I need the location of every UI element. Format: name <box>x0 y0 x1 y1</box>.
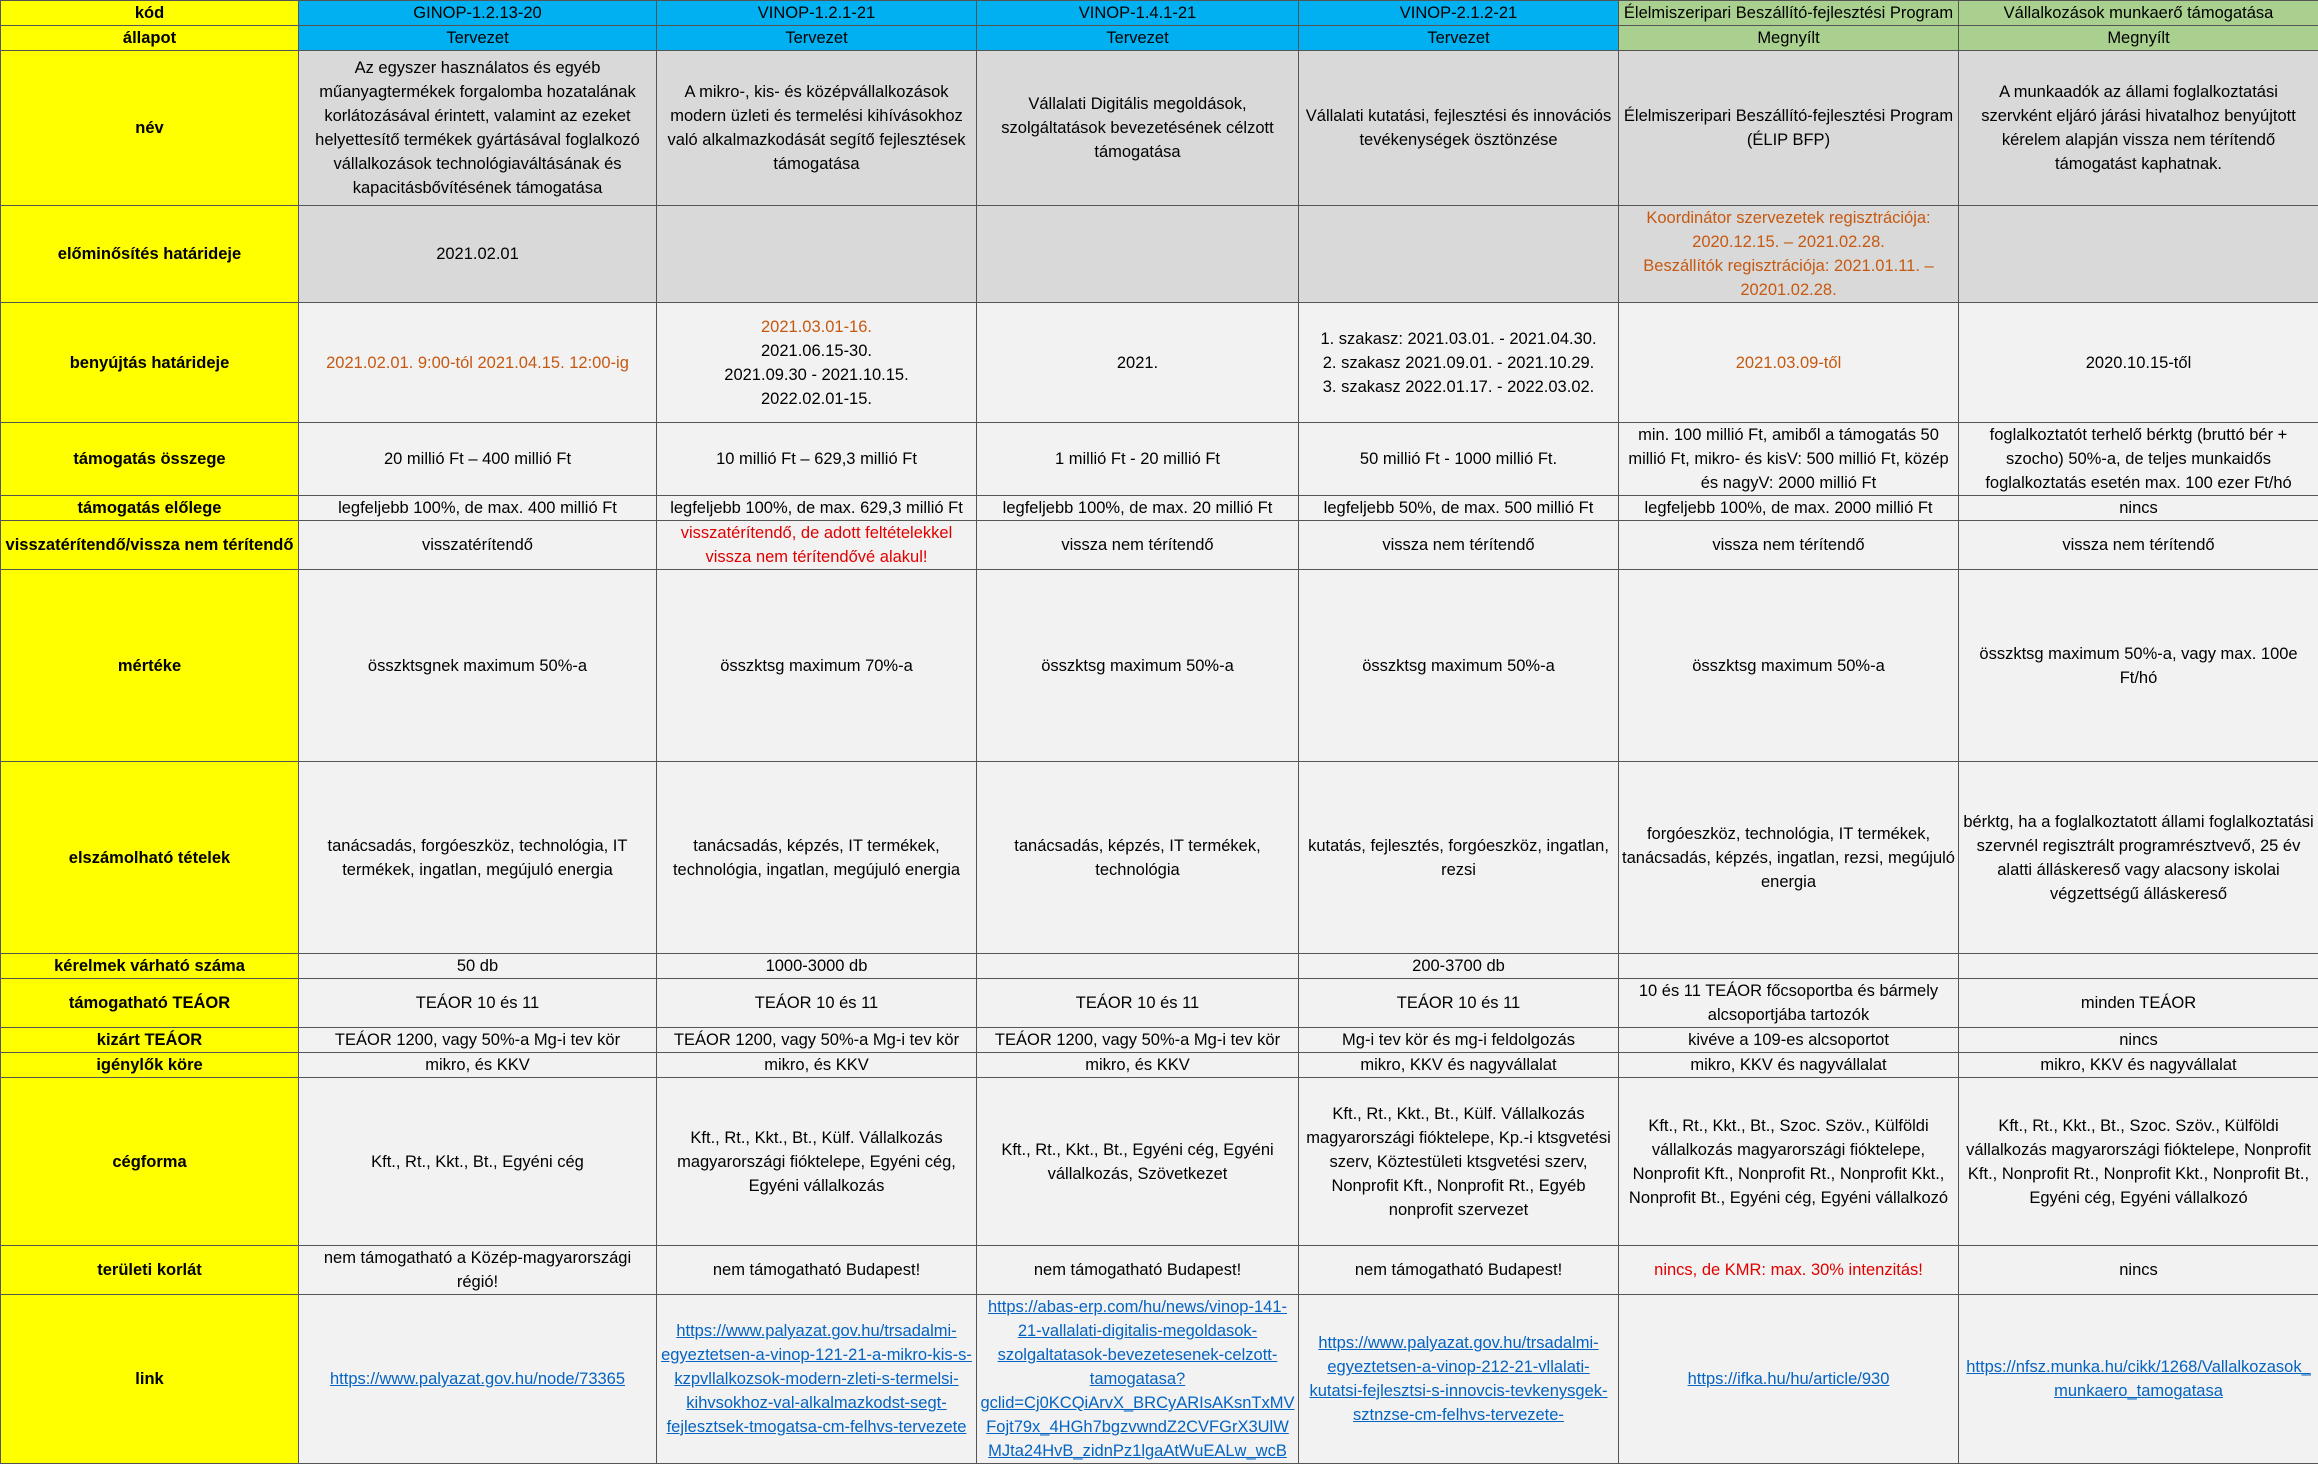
status-cell: Megnyílt <box>1959 26 2318 51</box>
submission-cell <box>657 303 977 423</box>
applications-cell: 50 db <box>299 954 657 979</box>
label-cegforma: cégforma <box>1 1078 299 1246</box>
refund-cell: vissza nem térítendő <box>977 521 1299 570</box>
name-cell: Az egyszer használatos és egyéb műanyagtermékek forgalomba hozatalának korlátozásával érintett, valamint az ezeket helyettesítő termékek gyártásával foglalkozó vállalkozások technológiaváltásának és kapacitásbővítésének támogatása <box>299 51 657 206</box>
refund-cell: visszatérítendő, de adott feltételekkel vissza nem térítendővé alakul! <box>657 521 977 570</box>
label-benyujtas: benyújtás határideje <box>1 303 299 423</box>
applicants-cell: mikro, és KKV <box>299 1053 657 1078</box>
status-cell: Tervezet <box>299 26 657 51</box>
status-cell: Megnyílt <box>1619 26 1959 51</box>
amount-cell: 1 millió Ft - 20 millió Ft <box>977 423 1299 496</box>
prequal-cell <box>657 206 977 303</box>
applicants-cell: mikro, és KKV <box>977 1053 1299 1078</box>
applications-cell <box>1959 954 2318 979</box>
link-cell <box>1959 1295 2318 1464</box>
amount-cell: 20 millió Ft – 400 millió Ft <box>299 423 657 496</box>
region-limit-cell: nem támogatható Budapest! <box>657 1246 977 1295</box>
advance-cell: nincs <box>1959 496 2318 521</box>
submission-cell: 2020.10.15-től <box>1959 303 2318 423</box>
row-vissza <box>1 521 2318 570</box>
status-cell: Tervezet <box>657 26 977 51</box>
region-limit-cell: nincs, de KMR: max. 30% intenzitás! <box>1619 1246 1959 1295</box>
label-elszamolhato: elszámolható tételek <box>1 762 299 954</box>
link-cell <box>657 1295 977 1464</box>
kod-cell: VINOP-2.1.2-21 <box>1299 1 1619 26</box>
teaor-cell: TEÁOR 10 és 11 <box>977 979 1299 1028</box>
applicants-cell: mikro, KKV és nagyvállalat <box>1619 1053 1959 1078</box>
link-vinop-1-2-1[interactable]: https://www.palyazat.gov.hu/trsadalmi-egyeztetsen-a-vinop-121-21-a-mikro-kis-s-kzpvllalkozsok-modern-zleti-s-termelsi-kihvsokhoz-val-alkalmazkodst-segt-fejlesztsek-tmogatsa-cm-felhvs-tervezete <box>661 1322 972 1436</box>
row-benyujtas <box>1 303 2318 423</box>
excluded-teaor-cell: kivéve a 109-es alcsoportot <box>1619 1028 1959 1053</box>
row-cegforma <box>1 1078 2318 1246</box>
name-cell: A mikro-, kis- és középvállalkozások modern üzleti és termelési kihívásokhoz való alkalmazkodását segítő fejlesztések támogatása <box>657 51 977 206</box>
amount-cell: 10 millió Ft – 629,3 millió Ft <box>657 423 977 496</box>
eligible-costs-cell: bérktg, ha a foglalkoztatott állami foglalkoztatási szervnél regisztrált programrésztvevő, 25 év alatti álláskereső vagy alacsony iskolai végzettségű álláskereső <box>1959 762 2318 954</box>
kod-cell: GINOP-1.2.13-20 <box>299 1 657 26</box>
link-cell <box>977 1295 1299 1464</box>
applications-cell <box>977 954 1299 979</box>
refund-cell: vissza nem térítendő <box>1959 521 2318 570</box>
kod-cell: VINOP-1.4.1-21 <box>977 1 1299 26</box>
label-osszeg: támogatás összege <box>1 423 299 496</box>
applicants-cell: mikro, és KKV <box>657 1053 977 1078</box>
excluded-teaor-cell: TEÁOR 1200, vagy 50%-a Mg-i tev kör <box>977 1028 1299 1053</box>
eligible-costs-cell: tanácsadás, képzés, IT termékek, technológia <box>977 762 1299 954</box>
row-igenylok <box>1 1053 2318 1078</box>
amount-cell: foglalkoztatót terhelő bérktg (bruttó bér + szocho) 50%-a, de teljes munkaidős foglalkoztatás esetén max. 100 ezer Ft/hó <box>1959 423 2318 496</box>
rate-cell: összktsg maximum 50%-a <box>1619 570 1959 762</box>
applicants-cell: mikro, KKV és nagyvállalat <box>1959 1053 2318 1078</box>
submission-cell: 2021.03.09-től <box>1619 303 1959 423</box>
kod-cell: Vállalkozások munkaerő támogatása <box>1959 1 2318 26</box>
excluded-teaor-cell: nincs <box>1959 1028 2318 1053</box>
eligible-costs-cell: forgóeszköz, technológia, IT termékek, tanácsadás, képzés, ingatlan, rezsi, megújuló energia <box>1619 762 1959 954</box>
row-merteke <box>1 570 2318 762</box>
label-elominosites: előminősítés határideje <box>1 206 299 303</box>
eligible-costs-cell: kutatás, fejlesztés, forgóeszköz, ingatlan, rezsi <box>1299 762 1619 954</box>
row-kod <box>1 1 2318 26</box>
teaor-cell: 10 és 11 TEÁOR főcsoportba és bármely alcsoportjába tartozók <box>1619 979 1959 1028</box>
label-kerelmek: kérelmek várható száma <box>1 954 299 979</box>
amount-cell: 50 millió Ft - 1000 millió Ft. <box>1299 423 1619 496</box>
amount-cell: min. 100 millió Ft, amiből a támogatás 50 millió Ft, mikro- és kisV: 500 millió Ft, közép és nagyV: 2000 millió Ft <box>1619 423 1959 496</box>
company-form-cell: Kft., Rt., Kkt., Bt., Külf. Vállalkozás magyarországi fióktelepe, Egyéni cég, Egyéni vállalkozás <box>657 1078 977 1246</box>
row-osszeg <box>1 423 2318 496</box>
rate-cell: összktsg maximum 50%-a <box>1299 570 1619 762</box>
submission-periods: 2021.06.15-30. 2021.09.30 - 2021.10.15. 2022.02.01-15. <box>724 342 908 408</box>
prequal-cell <box>1959 206 2318 303</box>
applications-cell: 1000-3000 db <box>657 954 977 979</box>
prequal-cell: Koordinátor szervezetek regisztrációja: 2020.12.15. – 2021.02.28. Beszállítók regisztrációja: 2021.01.11. – 20201.02.28. <box>1619 206 1959 303</box>
link-cell <box>299 1295 657 1464</box>
row-elszamolhato <box>1 762 2318 954</box>
advance-cell: legfeljebb 100%, de max. 629,3 millió Ft <box>657 496 977 521</box>
company-form-cell: Kft., Rt., Kkt., Bt., Egyéni cég, Egyéni vállalkozás, Szövetkezet <box>977 1078 1299 1246</box>
refund-cell: vissza nem térítendő <box>1619 521 1959 570</box>
company-form-cell: Kft., Rt., Kkt., Bt., Szoc. Szöv., Külföldi vállalkozás magyarországi fióktelepe, Nonprofit Kft., Nonprofit Rt., Nonprofit Kkt., Nonprofit Bt., Egyéni cég, Egyéni vállalkozó <box>1619 1078 1959 1246</box>
prequal-cell: 2021.02.01 <box>299 206 657 303</box>
rate-cell: összktsgnek maximum 50%-a <box>299 570 657 762</box>
rate-cell: összktsg maximum 70%-a <box>657 570 977 762</box>
name-cell: Vállalati Digitális megoldások, szolgáltatások bevezetésének célzott támogatása <box>977 51 1299 206</box>
label-kod: kód <box>1 1 299 26</box>
status-cell: Tervezet <box>1299 26 1619 51</box>
name-cell: A munkaadók az állami foglalkoztatási szervként eljáró járási hivatalhoz benyújtott kérelem alapján vissza nem térítendő támogatást kaphatnak. <box>1959 51 2318 206</box>
label-eloleg: támogatás előlege <box>1 496 299 521</box>
link-cell <box>1299 1295 1619 1464</box>
name-cell: Vállalati kutatási, fejlesztési és innovációs tevékenységek ösztönzése <box>1299 51 1619 206</box>
label-teruleti: területi korlát <box>1 1246 299 1295</box>
row-eloleg <box>1 496 2318 521</box>
link-vinop-2-1-2[interactable]: https://www.palyazat.gov.hu/trsadalmi-egyeztetsen-a-vinop-212-21-vllalati-kutatsi-fejlesztsi-s-innovcis-tevkenysgek-sztnzse-cm-felhvs-tervezete- <box>1309 1334 1607 1424</box>
applications-cell <box>1619 954 1959 979</box>
kod-cell: VINOP-1.2.1-21 <box>657 1 977 26</box>
rate-cell: összktsg maximum 50%-a <box>977 570 1299 762</box>
advance-cell: legfeljebb 100%, de max. 2000 millió Ft <box>1619 496 1959 521</box>
submission-cell: 1. szakasz: 2021.03.01. - 2021.04.30. 2. szakasz 2021.09.01. - 2021.10.29. 3. szakasz 2022.01.17. - 2022.03.02. <box>1299 303 1619 423</box>
eligible-costs-cell: tanácsadás, képzés, IT termékek, technológia, ingatlan, megújuló energia <box>657 762 977 954</box>
excluded-teaor-cell: TEÁOR 1200, vagy 50%-a Mg-i tev kör <box>299 1028 657 1053</box>
name-cell: Élelmiszeripari Beszállító-fejlesztési Program (ÉLIP BFP) <box>1619 51 1959 206</box>
label-merteke: mértéke <box>1 570 299 762</box>
link-vinop-1-4-1[interactable]: https://abas-erp.com/hu/news/vinop-141-21-vallalati-digitalis-megoldasok-szolgaltatasok-bevezetesenek-celzott-tamogatasa?gclid=Cj0KCQiArvX_BRCyARIsAKsnTxMVFojt79x_4HGh7bgzvwndZ2CVFGrX3UlWMJta24HvB_zidnPz1lgaAtWuEALw_wcB <box>980 1298 1294 1460</box>
region-limit-cell: nem támogatható Budapest! <box>977 1246 1299 1295</box>
excluded-teaor-cell: TEÁOR 1200, vagy 50%-a Mg-i tev kör <box>657 1028 977 1053</box>
row-nev <box>1 51 2318 206</box>
advance-cell: legfeljebb 100%, de max. 20 millió Ft <box>977 496 1299 521</box>
row-teruleti <box>1 1246 2318 1295</box>
refund-cell: vissza nem térítendő <box>1299 521 1619 570</box>
label-nev: név <box>1 51 299 206</box>
region-limit-cell: nem támogatható a Közép-magyarországi régió! <box>299 1246 657 1295</box>
excluded-teaor-cell: Mg-i tev kör és mg-i feldolgozás <box>1299 1028 1619 1053</box>
teaor-cell: TEÁOR 10 és 11 <box>657 979 977 1028</box>
row-kizart <box>1 1028 2318 1053</box>
label-kizart: kizárt TEÁOR <box>1 1028 299 1053</box>
link-cell <box>1619 1295 1959 1464</box>
row-link <box>1 1295 2318 1464</box>
eligible-costs-cell: tanácsadás, forgóeszköz, technológia, IT termékek, ingatlan, megújuló energia <box>299 762 657 954</box>
teaor-cell: minden TEÁOR <box>1959 979 2318 1028</box>
link-elip-bfp[interactable]: https://ifka.hu/hu/article/930 <box>1688 1370 1890 1388</box>
submission-cell: 2021.02.01. 9:00-tól 2021.04.15. 12:00-ig <box>299 303 657 423</box>
row-teaor <box>1 979 2318 1028</box>
applications-cell: 200-3700 db <box>1299 954 1619 979</box>
advance-cell: legfeljebb 100%, de max. 400 millió Ft <box>299 496 657 521</box>
region-limit-cell: nincs <box>1959 1246 2318 1295</box>
submission-cell: 2021. <box>977 303 1299 423</box>
submission-highlight: 2021.03.01-16. <box>761 318 872 336</box>
row-elominosites <box>1 206 2318 303</box>
company-form-cell: Kft., Rt., Kkt., Bt., Szoc. Szöv., Külföldi vállalkozás magyarországi fióktelepe, Nonprofit Kft., Nonprofit Rt., Nonprofit Kkt., Nonprofit Bt., Egyéni cég, Egyéni vállalkozó <box>1959 1078 2318 1246</box>
row-kerelmek <box>1 954 2318 979</box>
label-igenylok: igénylők köre <box>1 1053 299 1078</box>
link-ginop-1-2-13[interactable]: https://www.palyazat.gov.hu/node/73365 <box>330 1370 625 1388</box>
label-vissza: visszatérítendő/vissza nem térítendő <box>1 521 299 570</box>
status-cell: Tervezet <box>977 26 1299 51</box>
advance-cell: legfeljebb 50%, de max. 500 millió Ft <box>1299 496 1619 521</box>
prequal-cell <box>1299 206 1619 303</box>
label-link: link <box>1 1295 299 1464</box>
label-allapot: állapot <box>1 26 299 51</box>
region-limit-cell: nem támogatható Budapest! <box>1299 1246 1619 1295</box>
kod-cell: Élelmiszeripari Beszállító-fejlesztési Program <box>1619 1 1959 26</box>
teaor-cell: TEÁOR 10 és 11 <box>1299 979 1619 1028</box>
prequal-cell <box>977 206 1299 303</box>
rate-cell: összktsg maximum 50%-a, vagy max. 100e Ft/hó <box>1959 570 2318 762</box>
company-form-cell: Kft., Rt., Kkt., Bt., Külf. Vállalkozás magyarországi fióktelepe, Kp.-i ktsgvetési szerv, Köztestületi ktsgvetési szerv, Nonprofit Kft., Nonprofit Rt., Egyéb nonprofit szervezet <box>1299 1078 1619 1246</box>
applicants-cell: mikro, KKV és nagyvállalat <box>1299 1053 1619 1078</box>
teaor-cell: TEÁOR 10 és 11 <box>299 979 657 1028</box>
company-form-cell: Kft., Rt., Kkt., Bt., Egyéni cég <box>299 1078 657 1246</box>
row-allapot <box>1 26 2318 51</box>
link-munkaero-tamogatas[interactable]: https://nfsz.munka.hu/cikk/1268/Vallalkozasok_munkaero_tamogatasa <box>1966 1358 2311 1400</box>
refund-cell: visszatérítendő <box>299 521 657 570</box>
label-teaor: támogatható TEÁOR <box>1 979 299 1028</box>
